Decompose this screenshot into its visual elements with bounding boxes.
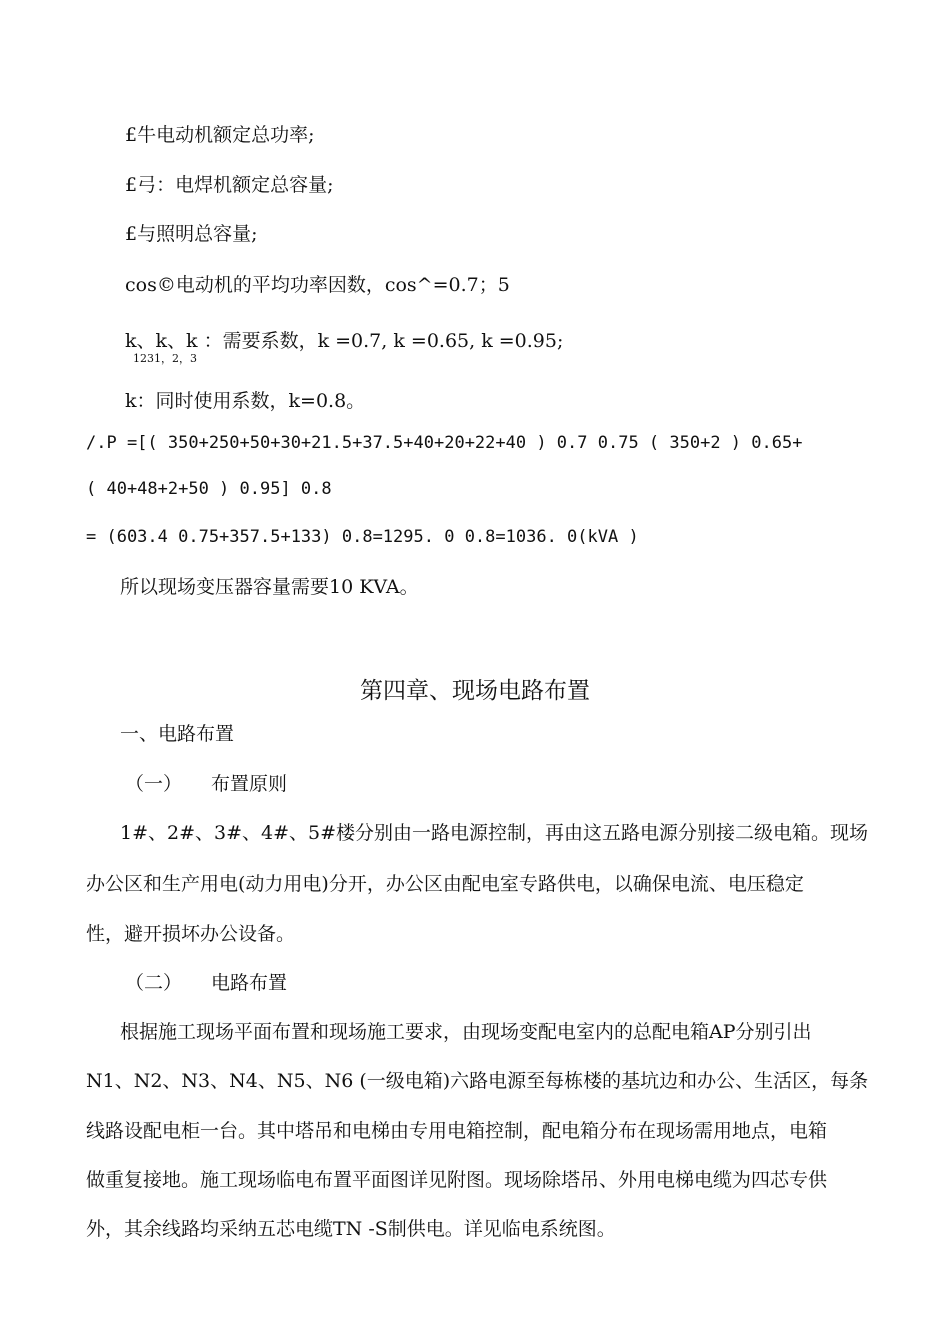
paragraph-2-line-2: N1、N2、N3、N4、N5、N6 (一级电箱)六路电源至每栋楼的基坑边和办公、生活区，每条 [86, 1070, 869, 1092]
simultaneity-factor-definition: k：同时使用系数，k=0.8。 [125, 390, 366, 412]
paragraph-1-line-2: 办公区和生产用电(动力用电)分开，办公区由配电室专路供电，以确保电流、电压稳定 [86, 873, 804, 895]
demand-factor-subscripts: 1231，2，3 [133, 352, 197, 365]
calc-line-3: = (603.4 0.75+357.5+133) 0.8=1295. 0 0.8=1036. 0(kVA ) [86, 527, 639, 547]
calc-line-2: ( 40+48+2+50 ) 0.95] 0.8 [86, 479, 332, 499]
subsection-2-title: 电路布置 [211, 972, 288, 994]
motor-power-definition: £牛电动机额定总功率; [125, 124, 315, 146]
paragraph-2-line-3: 线路设配电柜一台。其中塔吊和电梯由专用电箱控制，配电箱分布在现场需用地点，电箱 [86, 1120, 828, 1142]
calc-line-1: /.P =[( 350+250+50+30+21.5+37.5+40+20+22+40 ) 0.7 0.75 ( 350+2 ) 0.65+ [86, 433, 803, 453]
paragraph-1-line-1: 1#、2#、3#、4#、5#楼分别由一路电源控制，再由这五路电源分别接二级电箱。现场 [120, 822, 869, 844]
paragraph-2-line-1: 根据施工现场平面布置和现场施工要求，由现场变配电室内的总配电箱AP分别引出 [120, 1021, 812, 1043]
lighting-capacity-definition: £与照明总容量; [125, 223, 258, 245]
welder-capacity-definition: £弓：电焊机额定总容量; [125, 174, 334, 196]
transformer-conclusion: 所以现场变压器容量需要10 KVA。 [120, 576, 419, 598]
demand-factor-definition: k、k、k ：需要系数，k =0.7, k =0.65, k =0.95; [125, 330, 564, 352]
subsection-1-title: 布置原则 [211, 773, 288, 795]
subsection-1-number: （一） [125, 773, 183, 795]
paragraph-1-line-3: 性，避开损坏办公设备。 [86, 923, 296, 945]
power-factor-definition: cos©电动机的平均功率因数，cos^=0.7；5 [125, 274, 510, 296]
chapter-title: 第四章、现场电路布置 [360, 678, 590, 704]
paragraph-2-line-5: 外，其余线路均采纳五芯电缆TN -S制供电。详见临电系统图。 [86, 1218, 616, 1240]
paragraph-2-line-4: 做重复接地。施工现场临电布置平面图详见附图。现场除塔吊、外用电梯电缆为四芯专供 [86, 1169, 828, 1191]
subsection-2-number: （二） [125, 972, 183, 994]
section-heading: 一、电路布置 [120, 723, 235, 745]
